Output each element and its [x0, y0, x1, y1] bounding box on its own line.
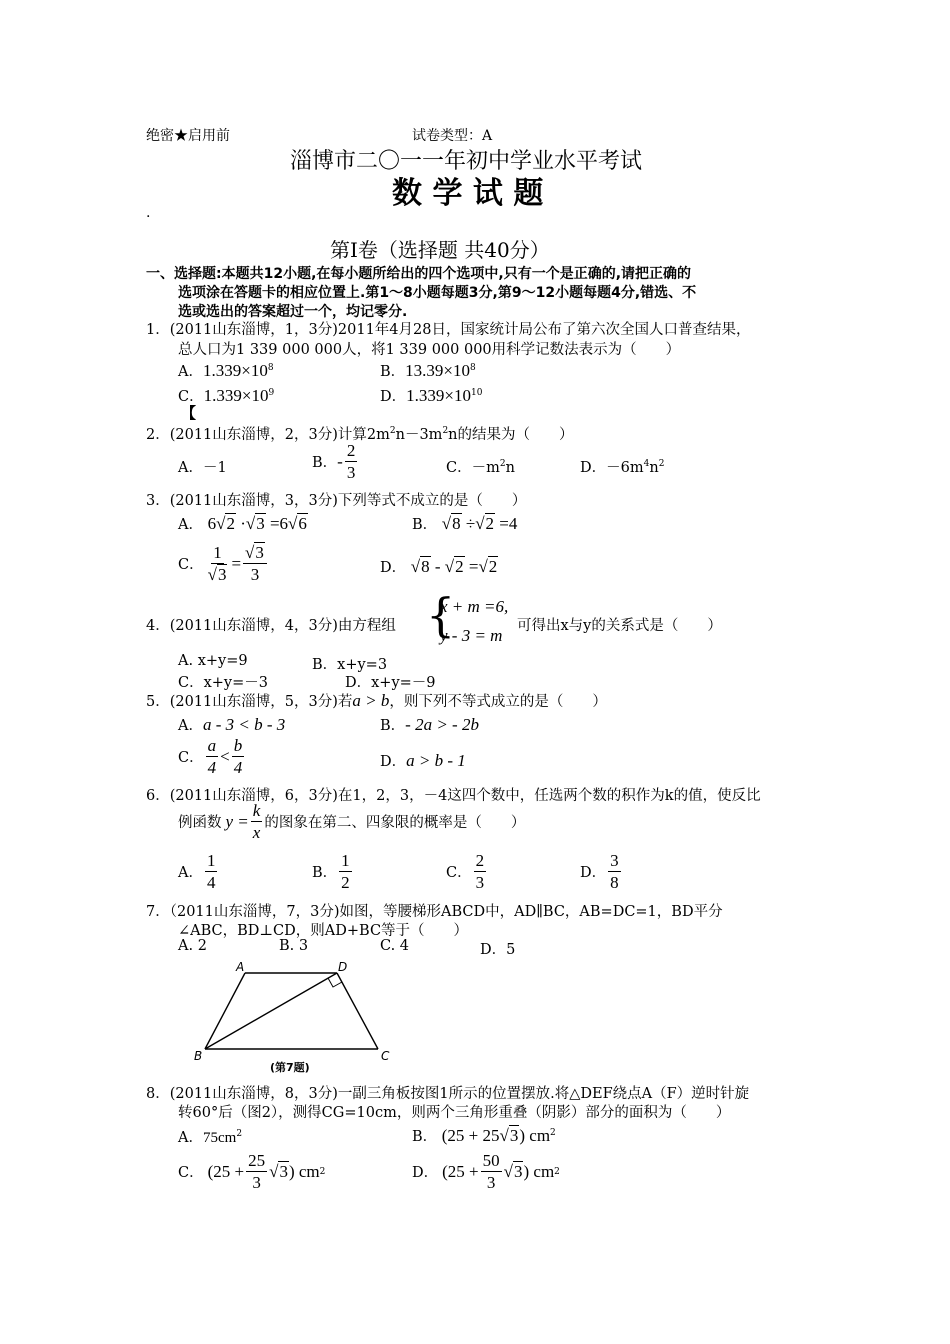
exam-title: 淄博市二〇一一年初中学业水平考试 [290, 149, 643, 174]
q1-option-a: A．$1.339\times 10^8$ [178, 361, 274, 380]
instructions-line-2: 选项涂在答题卡的相应位置上.第1～8小题每题3分,第9～12小题每题4分,错选、不 [178, 285, 697, 301]
q4-equation-1: x + m =6, [440, 597, 509, 616]
secret-label: 绝密★启用前 [146, 128, 230, 144]
q1-stem-line-1: 1．(2011山东淄博，1，3分)2011年4月28日，国家统计局公布了第六次全国人口普查结果， [146, 322, 751, 338]
paper-type: 试卷类型：A [412, 128, 493, 144]
figure-caption: (第7题) [270, 1061, 310, 1074]
q8-option-d: D． (25 + $\frac{50}{3}$ √3) cm 2 [412, 1151, 560, 1192]
q4-option-d: D．x+y=－9 [345, 675, 436, 691]
q7-option-a: A. 2 [178, 938, 207, 954]
part-title: 第Ⅰ卷（选择题 共40分） [330, 238, 550, 262]
q8-option-b: B． (25 + 25√3) $cm^2$ [412, 1126, 556, 1145]
q8-stem-line-2: 转60°后（图2），测得CG=10cm，则两个三角形重叠（阴影）部分的面积为（ ） [178, 1105, 731, 1121]
q8-stem-line-1: 8．(2011山东淄博，8，3分)一副三角板按图1所示的位置摆放.将△DEF绕点A（F）逆时针旋 [146, 1086, 750, 1102]
q6-stem-line-2: 例函数 y = $\frac{k}{x}$ 的图象在第二、四象限的概率是（ ） [178, 801, 526, 842]
q1-option-b: B．$13.39\times 10^8$ [380, 361, 476, 380]
q5-option-d: D．a > b - 1 [380, 751, 466, 770]
q2-option-d: D．$-6m^4n^2$ [580, 459, 665, 476]
q3-option-a: A． 6√2 ·√3 =6√6 [178, 514, 307, 533]
q2-stem: 2．(2011山东淄博，2，3分)计算$2m^2n-3m^2n$的结果为（ ） [146, 426, 574, 443]
edge-dc [337, 973, 378, 1049]
instructions-line-3: 选或选出的答案超过一个，均记零分. [178, 304, 408, 320]
q6-option-c: C． $\frac{2}{3}$ [446, 851, 485, 892]
q4-option-c: C．x+y=－3 [178, 675, 268, 691]
q6-stem-line-1: 6．(2011山东淄博，6，3分)在1，2，3，－4这四个数中，任选两个数的积作为k的值，使反比 [146, 788, 761, 804]
q5-option-b: B．- 2a > - 2b [380, 715, 479, 734]
q7-option-d: D．5 [480, 942, 516, 958]
q7-option-c: C. 4 [380, 938, 410, 954]
q1-stem-line-2: 总人口为1 339 000 000人，将1 339 000 000用科学记数法表示为（ ） [178, 342, 681, 358]
q2-option-a: A．－1 [178, 460, 227, 476]
q7-stem-line-2: ∠ABC，BD⊥CD，则AD+BC等于（ ） [178, 923, 469, 939]
q4-equation-2: y - 3 = m [440, 626, 503, 645]
q5-option-a: A．a - 3 < b - 3 [178, 715, 286, 734]
q3-option-c: C． $\frac{1}{√3}$ = $\frac{√3}{3}$ [178, 544, 269, 583]
q8-option-c: C． (25 + $\frac{25}{3}$ √3) cm 2 [178, 1151, 326, 1192]
q1-option-d: D．$1.339\times 10^{10}$ [380, 386, 483, 405]
q3-option-d: D． √8 - √2 =√2 [380, 557, 498, 576]
vertex-c-label: C [381, 1049, 390, 1063]
q4-stem-prefix: 4．(2011山东淄博，4，3分)由方程组 [146, 618, 396, 634]
q6-option-d: D． $\frac{3}{8}$ [580, 851, 619, 892]
q4-brace: { [426, 588, 456, 642]
q7-stem-line-1: 7．（2011山东淄博，7，3分)如图，等腰梯形ABCD中，AD∥BC，AB=DC=1，BD平分 [146, 904, 723, 920]
q3-stem: 3．(2011山东淄博，3，3分)下列等式不成立的是（ ） [146, 493, 527, 509]
instructions-line-1: 一、选择题:本题共12小题,在每小题所给出的四个选项中,只有一个是正确的,请把正确的 [146, 266, 692, 282]
vertex-d-label: D [338, 960, 348, 974]
stray-dot: . [146, 205, 151, 221]
vertex-a-label: A [236, 960, 245, 974]
stray-bracket: 【 [181, 404, 197, 422]
vertex-b-label: B [194, 1049, 203, 1063]
q4-option-a: A. x+y=9 [178, 653, 248, 669]
subject-title: 数 学 试 题 [392, 176, 544, 211]
q3-option-b: B． √8 ÷√2 =4 [412, 514, 518, 533]
q6-option-a: A． $\frac{1}{4}$ [178, 851, 216, 892]
trapezoid-figure [180, 956, 410, 1080]
q8-option-a: A．$75cm^2$ [178, 1129, 243, 1146]
q4-option-b: B．x+y=3 [312, 657, 388, 673]
q2-option-b: B． - $\frac{2}{3}$ [312, 441, 356, 482]
q1-option-c: C．$1.339\times 10^9$ [178, 386, 275, 405]
q7-option-b: B. 3 [279, 938, 309, 954]
q5-option-c: C． $\frac{a}{4}$ < $\frac{b}{4}$ [178, 736, 243, 777]
q2-option-c: C．$-m^2n$ [446, 459, 515, 476]
q6-option-b: B． $\frac{1}{2}$ [312, 851, 350, 892]
q5-stem: 5．(2011山东淄博，5，3分)若a > b，则下列不等式成立的是（ ） [146, 691, 607, 710]
q4-stem-suffix: 可得出x与y的关系式是（ ） [517, 618, 722, 634]
